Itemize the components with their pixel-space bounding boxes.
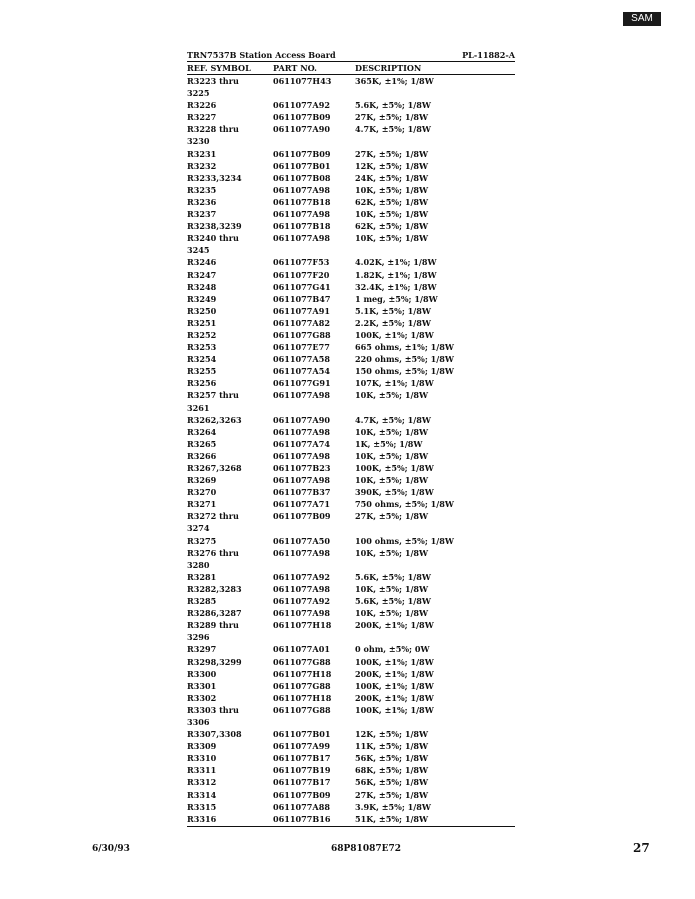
- description-cell: 56K, ±5%; 1/8W: [355, 753, 429, 764]
- description-cell: 10K, ±5%; 1/8W: [355, 475, 429, 486]
- part-number-cell: 0611077A54: [273, 366, 330, 377]
- description-cell: 365K, ±1%; 1/8W: [355, 76, 434, 86]
- description-cell: 27K, ±5%; 1/8W: [355, 511, 429, 522]
- ref-symbol-cell: R3232: [187, 160, 217, 171]
- part-number-cell: 0611077B18: [273, 196, 331, 207]
- ref-symbol-cell: R3257 thru 3261: [187, 390, 239, 413]
- description-cell: 51K, ±5%; 1/8W: [355, 813, 429, 824]
- description-cell: 62K, ±5%; 1/8W: [355, 196, 429, 207]
- part-number-cell: 0611077A90: [273, 414, 330, 425]
- part-number-cell: 0611077H18: [273, 668, 332, 679]
- description-cell: 1 meg, ±5%; 1/8W: [355, 293, 438, 304]
- table-row: [187, 619, 515, 643]
- parts-list-header: [187, 49, 515, 61]
- part-number-cell: 0611077H18: [273, 692, 332, 703]
- table-row: [187, 305, 515, 317]
- table-row: [187, 643, 515, 655]
- ref-symbol-cell: R3301: [187, 680, 217, 691]
- part-number-cell: 0611077B37: [273, 487, 331, 498]
- ref-symbol-cell: R3311: [187, 765, 217, 776]
- table-row: [187, 353, 515, 365]
- part-number-cell: 0611077A99: [273, 741, 330, 752]
- table-row: [187, 293, 515, 305]
- ref-symbol-cell: R3276 thru 3280: [187, 547, 239, 570]
- description-cell: 10K, ±5%; 1/8W: [355, 547, 429, 558]
- ref-symbol-cell: R3303 thru 3306: [187, 704, 239, 727]
- ref-symbol-cell: R3233,3234: [187, 172, 242, 183]
- table-row: [187, 680, 515, 692]
- part-number-cell: 0611077A92: [273, 571, 330, 582]
- table-row: [187, 571, 515, 583]
- table-row: [187, 341, 515, 353]
- table-row: [187, 462, 515, 474]
- part-number-cell: 0611077G41: [273, 281, 331, 292]
- table-row: [187, 75, 515, 99]
- table-row: [187, 329, 515, 341]
- ref-symbol-cell: R3298,3299: [187, 656, 242, 667]
- part-number-cell: 0611077F53: [273, 257, 330, 268]
- table-row: [187, 281, 515, 293]
- ref-symbol-cell: R3300: [187, 668, 217, 679]
- table-row: [187, 232, 515, 256]
- part-number-cell: 0611077B47: [273, 293, 331, 304]
- ref-symbol-cell: R3285: [187, 596, 217, 607]
- part-number-cell: 0611077A71: [273, 499, 330, 510]
- table-row: [187, 474, 515, 486]
- page-number: 27: [633, 841, 650, 855]
- table-row: [187, 656, 515, 668]
- part-number-cell: 0611077B18: [273, 221, 331, 232]
- part-number-cell: 0611077B09: [273, 511, 331, 522]
- table-row: [187, 377, 515, 389]
- table-row: [187, 317, 515, 329]
- table-row: [187, 668, 515, 680]
- table-row: [187, 220, 515, 232]
- description-cell: 12K, ±5%; 1/8W: [355, 160, 429, 171]
- ref-symbol-cell: R3231: [187, 148, 217, 159]
- part-number-cell: 0611077A90: [273, 124, 330, 135]
- description-cell: 200K, ±1%; 1/8W: [355, 692, 434, 703]
- ref-symbol-cell: R3223 thru 3225: [187, 76, 239, 99]
- ref-symbol-cell: R3307,3308: [187, 729, 242, 740]
- table-row: [187, 426, 515, 438]
- table-row: [187, 704, 515, 728]
- description-cell: 4.02K, ±1%; 1/8W: [355, 257, 437, 268]
- part-number-cell: 0611077G88: [273, 704, 331, 715]
- part-number-cell: 0611077B09: [273, 789, 331, 800]
- parts-table-body: [187, 75, 515, 825]
- table-row: [187, 764, 515, 776]
- part-number-cell: 0611077B01: [273, 729, 331, 740]
- description-cell: 10K, ±5%; 1/8W: [355, 390, 429, 401]
- ref-symbol-cell: R3254: [187, 354, 217, 365]
- table-row: [187, 123, 515, 147]
- description-cell: 62K, ±5%; 1/8W: [355, 221, 429, 232]
- description-cell: 1.82K, ±1%; 1/8W: [355, 269, 437, 280]
- table-row: [187, 99, 515, 111]
- part-number-cell: 0611077B09: [273, 148, 331, 159]
- description-cell: 150 ohms, ±5%; 1/8W: [355, 366, 454, 377]
- description-cell: 5.6K, ±5%; 1/8W: [355, 100, 431, 111]
- column-header-description: DESCRIPTION: [355, 63, 422, 73]
- ref-symbol-cell: R3315: [187, 801, 217, 812]
- part-number-cell: 0611077A92: [273, 596, 330, 607]
- part-number-cell: 0611077A88: [273, 801, 330, 812]
- description-cell: 107K, ±1%; 1/8W: [355, 378, 434, 389]
- ref-symbol-cell: R3247: [187, 269, 217, 280]
- ref-symbol-cell: R3281: [187, 571, 217, 582]
- ref-symbol-cell: R3297: [187, 644, 217, 655]
- part-number-cell: 0611077B17: [273, 777, 331, 788]
- part-number-cell: 0611077A98: [273, 233, 330, 244]
- description-cell: 0 ohm, ±5%; 0W: [355, 644, 430, 655]
- description-cell: 1K, ±5%; 1/8W: [355, 438, 423, 449]
- part-number-cell: 0611077H18: [273, 620, 332, 631]
- table-row: [187, 535, 515, 547]
- description-cell: 100K, ±1%; 1/8W: [355, 680, 434, 691]
- table-row: [187, 776, 515, 788]
- table-row: [187, 583, 515, 595]
- description-cell: 27K, ±5%; 1/8W: [355, 789, 429, 800]
- description-cell: 10K, ±5%; 1/8W: [355, 426, 429, 437]
- ref-symbol-cell: R3248: [187, 281, 217, 292]
- description-cell: 100 ohms, ±5%; 1/8W: [355, 535, 454, 546]
- part-number-cell: 0611077A92: [273, 100, 330, 111]
- table-bottom-rule: [187, 826, 515, 827]
- description-cell: 200K, ±1%; 1/8W: [355, 668, 434, 679]
- description-cell: 200K, ±1%; 1/8W: [355, 620, 434, 631]
- table-row: [187, 160, 515, 172]
- part-number-cell: 0611077A50: [273, 535, 330, 546]
- ref-symbol-cell: R3309: [187, 741, 217, 752]
- table-row: [187, 801, 515, 813]
- part-number-cell: 0611077A98: [273, 547, 330, 558]
- table-row: [187, 148, 515, 160]
- parts-list-number: PL-11882-A: [462, 50, 515, 60]
- ref-symbol-cell: R3265: [187, 438, 217, 449]
- table-row: [187, 813, 515, 825]
- part-number-cell: 0611077B09: [273, 112, 331, 123]
- part-number-cell: 0611077B01: [273, 160, 331, 171]
- ref-symbol-cell: R3251: [187, 317, 217, 328]
- description-cell: 32.4K, ±1%; 1/8W: [355, 281, 437, 292]
- table-row: [187, 789, 515, 801]
- ref-symbol-cell: R3314: [187, 789, 217, 800]
- ref-symbol-cell: R3252: [187, 329, 217, 340]
- board-title: TRN7537B Station Access Board: [187, 50, 336, 60]
- part-number-cell: 0611077A98: [273, 475, 330, 486]
- description-cell: 100K, ±1%; 1/8W: [355, 704, 434, 715]
- ref-symbol-cell: R3310: [187, 753, 217, 764]
- ref-symbol-cell: R3240 thru 3245: [187, 233, 239, 256]
- table-row: [187, 414, 515, 426]
- ref-symbol-cell: R3302: [187, 692, 217, 703]
- description-cell: 27K, ±5%; 1/8W: [355, 112, 429, 123]
- ref-symbol-cell: R3271: [187, 499, 217, 510]
- table-row: [187, 498, 515, 510]
- table-row: [187, 510, 515, 534]
- table-row: [187, 607, 515, 619]
- part-number-cell: 0611077A98: [273, 583, 330, 594]
- footer-doc-number: 68P81087E72: [331, 844, 401, 854]
- part-number-cell: 0611077G88: [273, 656, 331, 667]
- table-row: [187, 196, 515, 208]
- ref-symbol-cell: R3312: [187, 777, 217, 788]
- part-number-cell: 0611077H43: [273, 76, 332, 86]
- ref-symbol-cell: R3228 thru 3230: [187, 124, 239, 147]
- description-cell: 24K, ±5%; 1/8W: [355, 172, 429, 183]
- part-number-cell: 0611077A74: [273, 438, 330, 449]
- part-number-cell: 0611077B19: [273, 765, 331, 776]
- table-row: [187, 692, 515, 704]
- ref-symbol-cell: R3250: [187, 305, 217, 316]
- table-row: [187, 111, 515, 123]
- description-cell: 11K, ±5%; 1/8W: [355, 741, 429, 752]
- column-header-part-no: PART NO.: [273, 63, 317, 73]
- footer-date: 6/30/93: [92, 844, 130, 854]
- table-row: [187, 256, 515, 268]
- table-row: [187, 208, 515, 220]
- description-cell: 10K, ±5%; 1/8W: [355, 233, 429, 244]
- part-number-cell: 0611077G88: [273, 680, 331, 691]
- table-row: [187, 740, 515, 752]
- table-row: [187, 728, 515, 740]
- table-row: [187, 486, 515, 498]
- description-cell: 4.7K, ±5%; 1/8W: [355, 124, 431, 135]
- description-cell: 100K, ±1%; 1/8W: [355, 656, 434, 667]
- ref-symbol-cell: R3256: [187, 378, 217, 389]
- table-row: [187, 547, 515, 571]
- part-number-cell: 0611077G91: [273, 378, 331, 389]
- ref-symbol-cell: R3253: [187, 342, 217, 353]
- description-cell: 27K, ±5%; 1/8W: [355, 148, 429, 159]
- part-number-cell: 0611077E77: [273, 342, 330, 353]
- description-cell: 220 ohms, ±5%; 1/8W: [355, 354, 454, 365]
- description-cell: 750 ohms, ±5%; 1/8W: [355, 499, 454, 510]
- ref-symbol-cell: R3264: [187, 426, 217, 437]
- table-row: [187, 184, 515, 196]
- ref-symbol-cell: R3270: [187, 487, 217, 498]
- part-number-cell: 0611077G88: [273, 329, 331, 340]
- ref-symbol-cell: R3269: [187, 475, 217, 486]
- description-cell: 390K, ±5%; 1/8W: [355, 487, 434, 498]
- ref-symbol-cell: R3262,3263: [187, 414, 242, 425]
- ref-symbol-cell: R3236: [187, 196, 217, 207]
- description-cell: 665 ohms, ±1%; 1/8W: [355, 342, 454, 353]
- table-row: [187, 172, 515, 184]
- description-cell: 10K, ±5%; 1/8W: [355, 184, 429, 195]
- table-row: [187, 450, 515, 462]
- table-row: [187, 595, 515, 607]
- ref-symbol-cell: R3238,3239: [187, 221, 242, 232]
- part-number-cell: 0611077A98: [273, 209, 330, 220]
- part-number-cell: 0611077B08: [273, 172, 331, 183]
- ref-symbol-cell: R3286,3287: [187, 608, 242, 619]
- description-cell: 10K, ±5%; 1/8W: [355, 450, 429, 461]
- part-number-cell: 0611077A98: [273, 608, 330, 619]
- table-row: [187, 389, 515, 413]
- ref-symbol-cell: R3227: [187, 112, 217, 123]
- ref-symbol-cell: R3246: [187, 257, 217, 268]
- description-cell: 5.1K, ±5%; 1/8W: [355, 305, 431, 316]
- part-number-cell: 0611077B17: [273, 753, 331, 764]
- part-number-cell: 0611077A58: [273, 354, 330, 365]
- ref-symbol-cell: R3255: [187, 366, 217, 377]
- part-number-cell: 0611077A98: [273, 390, 330, 401]
- description-cell: 10K, ±5%; 1/8W: [355, 583, 429, 594]
- ref-symbol-cell: R3272 thru 3274: [187, 511, 239, 534]
- description-cell: 100K, ±1%; 1/8W: [355, 329, 434, 340]
- description-cell: 56K, ±5%; 1/8W: [355, 777, 429, 788]
- description-cell: 5.6K, ±5%; 1/8W: [355, 596, 431, 607]
- description-cell: 10K, ±5%; 1/8W: [355, 608, 429, 619]
- part-number-cell: 0611077A98: [273, 426, 330, 437]
- description-cell: 2.2K, ±5%; 1/8W: [355, 317, 431, 328]
- table-row: [187, 438, 515, 450]
- ref-symbol-cell: R3282,3283: [187, 583, 242, 594]
- description-cell: 3.9K, ±5%; 1/8W: [355, 801, 431, 812]
- ref-symbol-cell: R3249: [187, 293, 217, 304]
- part-number-cell: 0611077A98: [273, 184, 330, 195]
- description-cell: 68K, ±5%; 1/8W: [355, 765, 429, 776]
- part-number-cell: 0611077A01: [273, 644, 330, 655]
- column-headers: [187, 62, 515, 74]
- description-cell: 100K, ±5%; 1/8W: [355, 463, 434, 473]
- description-cell: 10K, ±5%; 1/8W: [355, 209, 429, 220]
- ref-symbol-cell: R3266: [187, 450, 217, 461]
- table-row: [187, 269, 515, 281]
- ref-symbol-cell: R3275: [187, 535, 217, 546]
- column-header-ref-symbol: REF. SYMBOL: [187, 63, 251, 73]
- table-row: [187, 365, 515, 377]
- part-number-cell: 0611077B23: [273, 463, 331, 473]
- ref-symbol-cell: R3267,3268: [187, 463, 242, 473]
- part-number-cell: 0611077A98: [273, 450, 330, 461]
- part-number-cell: 0611077A82: [273, 317, 330, 328]
- ref-symbol-cell: R3235: [187, 184, 217, 195]
- description-cell: 5.6K, ±5%; 1/8W: [355, 571, 431, 582]
- ref-symbol-cell: R3237: [187, 209, 217, 220]
- ref-symbol-cell: R3289 thru 3296: [187, 620, 239, 643]
- section-tab: SAM: [623, 12, 661, 26]
- part-number-cell: 0611077F20: [273, 269, 330, 280]
- parts-list: [187, 49, 515, 827]
- ref-symbol-cell: R3226: [187, 100, 217, 111]
- description-cell: 12K, ±5%; 1/8W: [355, 729, 429, 740]
- part-number-cell: 0611077B16: [273, 813, 331, 824]
- part-number-cell: 0611077A91: [273, 305, 330, 316]
- description-cell: 4.7K, ±5%; 1/8W: [355, 414, 431, 425]
- table-row: [187, 752, 515, 764]
- ref-symbol-cell: R3316: [187, 813, 217, 824]
